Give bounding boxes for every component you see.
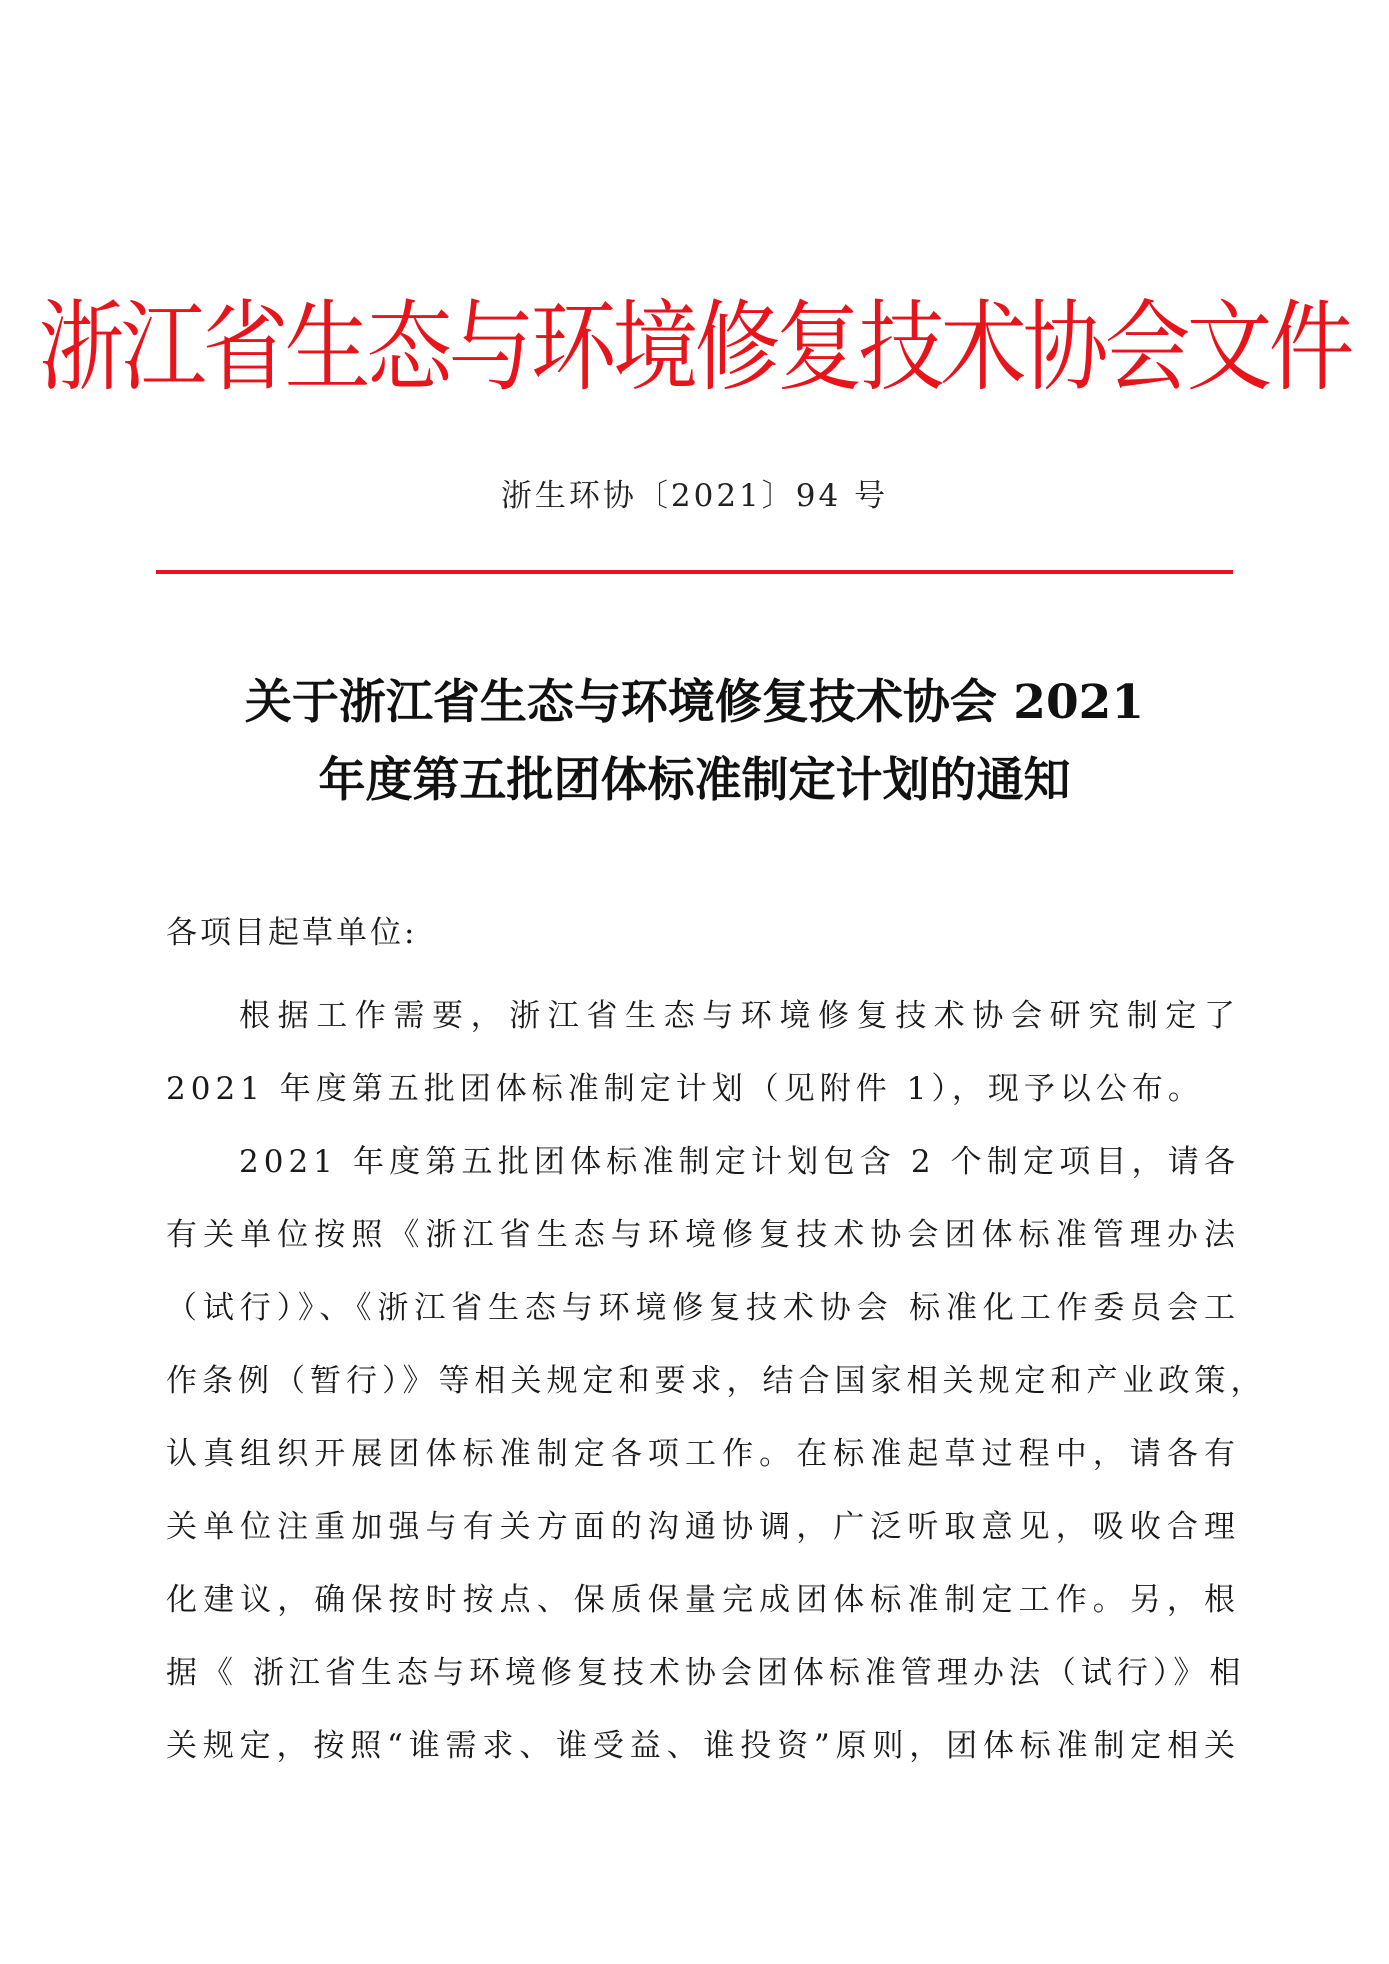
body-text [166, 996, 1267, 1799]
body-line: 关单位注重加强与有关方面的沟通协调，广泛听取意见，吸收合理 [166, 1509, 1240, 1545]
body-line: 化建议，确保按时按点、保质保量完成团体标准制定工作。另，根 [166, 1582, 1240, 1618]
red-header-title: 浙江省生态与环境修复技术协会文件 [38, 290, 1351, 405]
body-line: （试行）》、《浙江省生态与环境修复技术协会 标准化工作委员会工 [166, 1290, 1240, 1326]
body-line: 根据工作需要，浙江省生态与环境修复技术协会研究制定了 [239, 998, 1240, 1034]
salutation: 各项目起草单位: [166, 915, 418, 951]
notice-title [0, 664, 1389, 820]
body-line: 有关单位按照《浙江省生态与环境修复技术协会团体标准管理办法 [166, 1217, 1240, 1253]
notice-title-line-1: 关于浙江省生态与环境修复技术协会 2021 [244, 675, 1145, 730]
body-line: 作条例（暂行）》等相关规定和要求，结合国家相关规定和产业政策， [166, 1363, 1267, 1399]
red-divider-line [156, 570, 1233, 574]
body-line: 2021 年度第五批团体标准制定计划包含 2 个制定项目，请各 [239, 1144, 1240, 1180]
body-line: 关规定，按照“谁需求、谁受益、谁投资”原则，团体标准制定相关 [166, 1728, 1240, 1764]
notice-title-line-2: 年度第五批团体标准制定计划的通知 [318, 753, 1071, 808]
body-line: 2021 年度第五批团体标准制定计划（见附件 1），现予以公布。 [166, 1071, 1204, 1107]
document-number: 浙生环协〔2021〕94 号 [500, 478, 889, 514]
body-line: 据《 浙江省生态与环境修复技术协会团体标准管理办法（试行）》相 [166, 1655, 1246, 1691]
body-line: 认真组织开展团体标准制定各项工作。在标准起草过程中，请各有 [166, 1436, 1240, 1472]
